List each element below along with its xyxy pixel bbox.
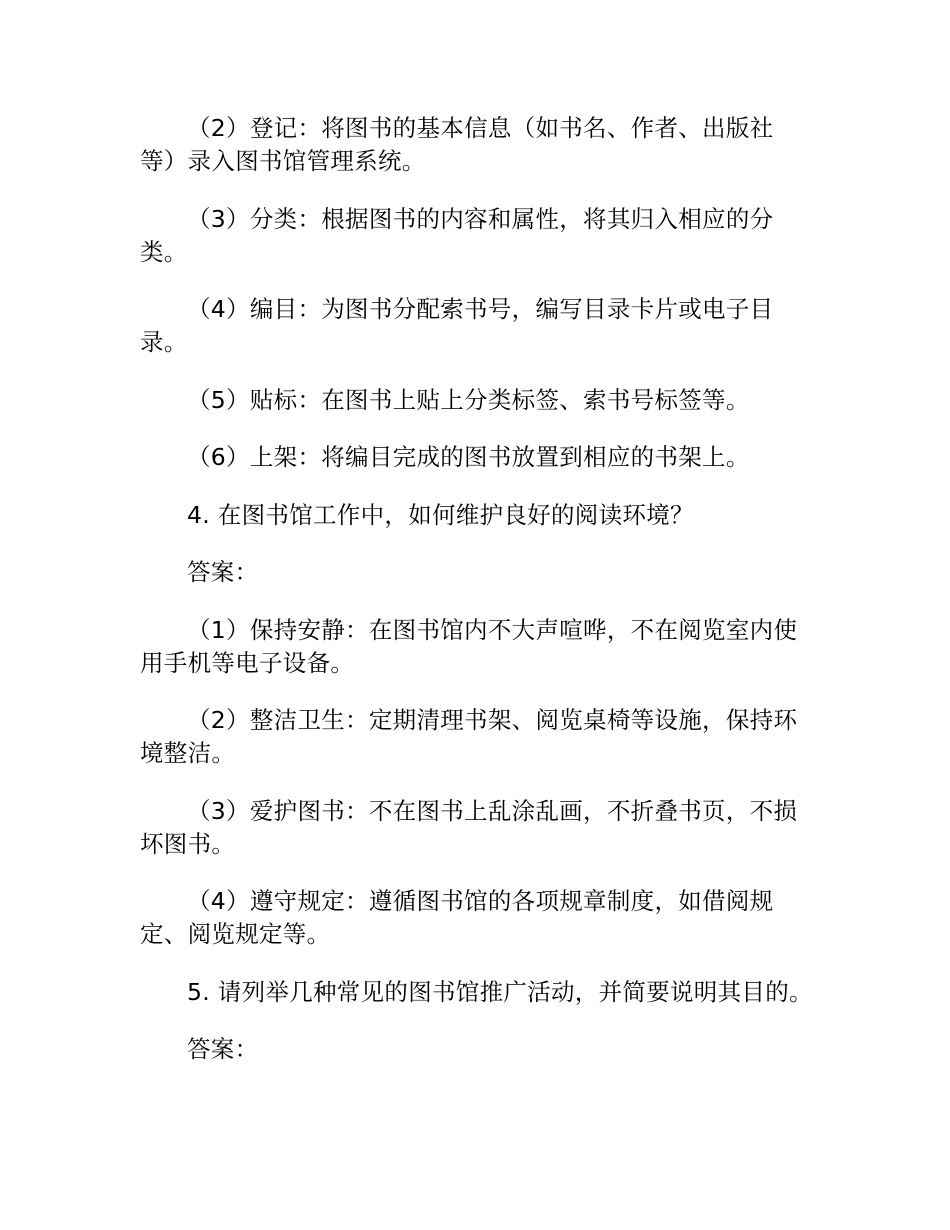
paragraph-shelving: （6）上架：将编目完成的图书放置到相应的书架上。 <box>187 443 750 471</box>
question-4: 4. 在图书馆工作中，如何维护良好的阅读环境？ <box>187 500 694 529</box>
paragraph-care-books: （3）爱护图书：不在图书上乱涂乱画，不折叠书页，不损坏图书。 <box>140 796 798 858</box>
question-5: 5. 请列举几种常见的图书馆推广活动，并简要说明其目的。 <box>187 977 813 1006</box>
answer-label-4: 答案： <box>187 558 259 586</box>
document-body <box>140 112 813 1091</box>
paragraph-registration: （2）登记：将图书的基本信息（如书名、作者、出版社等）录入图书馆管理系统。 <box>140 114 774 175</box>
paragraph-keep-quiet: （1）保持安静：在图书馆内不大声喧哗，不在阅览室内使用手机等电子设备。 <box>140 615 798 677</box>
paragraph-clean-tidy: （2）整洁卫生：定期清理书架、阅览桌椅等设施，保持环境整洁。 <box>140 706 798 767</box>
paragraph-labeling: （5）贴标：在图书上贴上分类标签、索书号标签等。 <box>187 385 750 414</box>
paragraph-cataloging: （4）编目：为图书分配索书号，编写目录卡片或电子目录。 <box>140 295 774 356</box>
answer-label-5: 答案： <box>187 1035 259 1063</box>
paragraph-classification: （3）分类：根据图书的内容和属性，将其归入相应的分类。 <box>140 204 774 266</box>
paragraph-follow-rules: （4）遵守规定：遵循图书馆的各项规章制度，如借阅规定、阅览规定等。 <box>140 887 774 948</box>
